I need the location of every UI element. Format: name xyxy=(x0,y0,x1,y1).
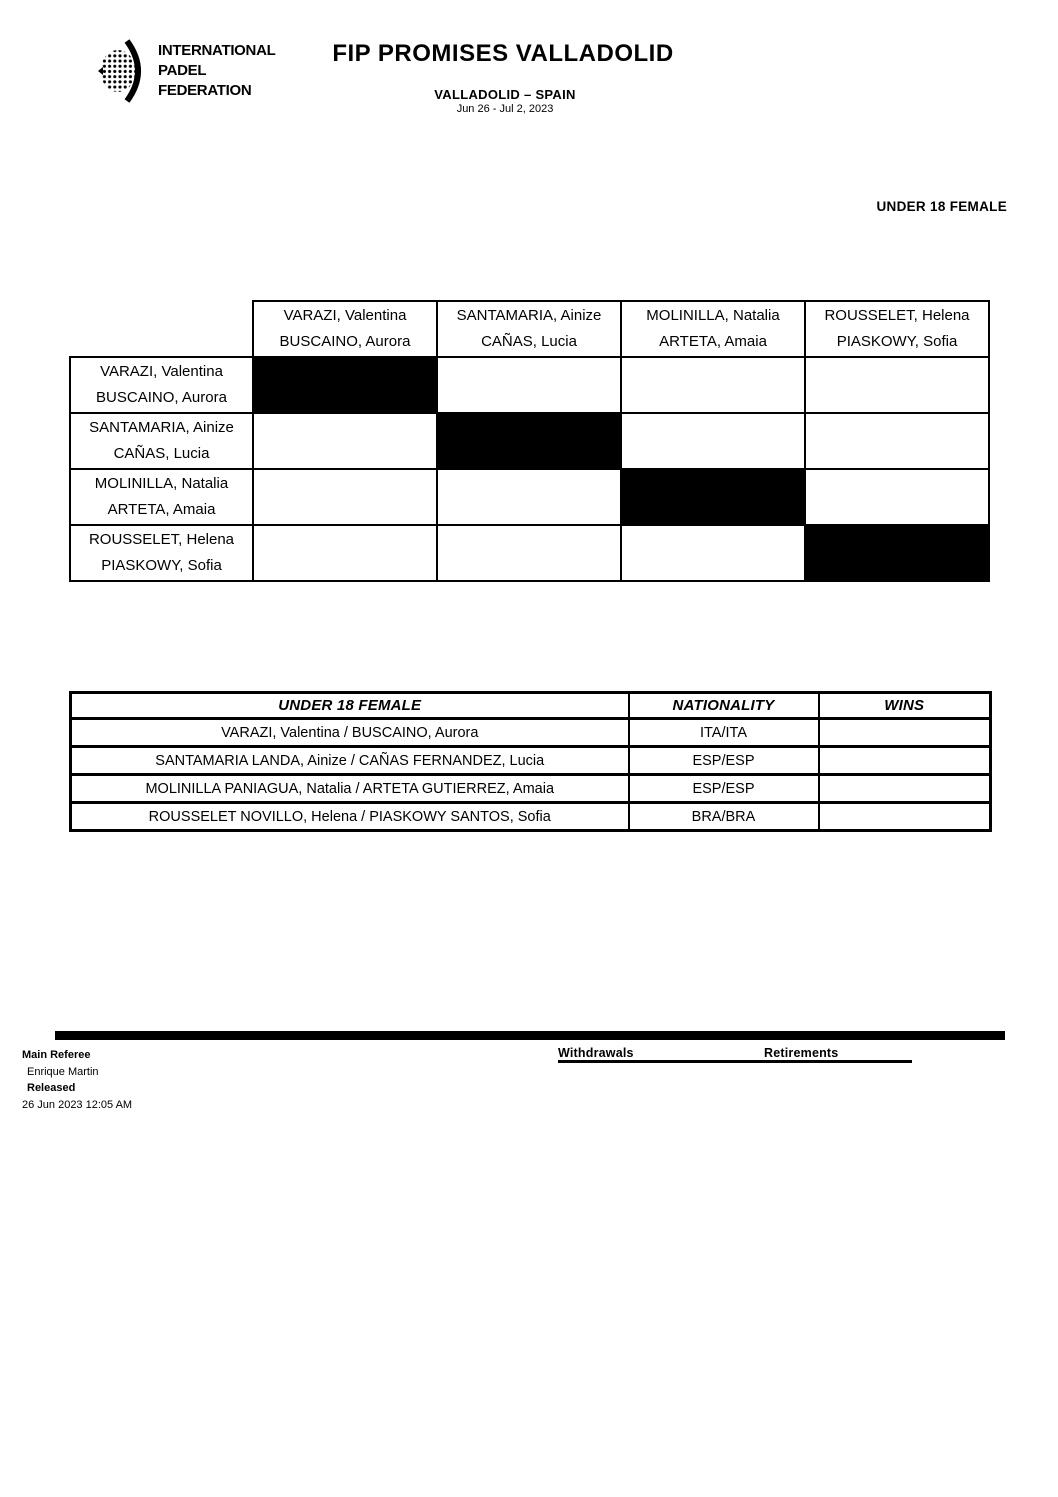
matrix-result-cell xyxy=(805,413,989,469)
matrix-col-header-molinilla xyxy=(621,301,805,357)
team-name-line: VARAZI, Valentina xyxy=(283,307,407,324)
matrix-row-molinilla xyxy=(70,469,989,525)
matrix-row-rousselet xyxy=(70,525,989,581)
tournament-location: VALLADOLID – SPAIN xyxy=(434,87,576,102)
team-name-line: MOLINILLA, Natalia xyxy=(646,307,780,324)
team-name-line: ROUSSELET, Helena xyxy=(88,531,235,548)
team-name-line: CAÑAS, Lucia xyxy=(113,445,210,462)
tournament-title: FIP PROMISES VALLADOLID xyxy=(332,40,674,67)
matrix-col-header-varazi xyxy=(253,301,437,357)
matrix-result-cell xyxy=(621,525,805,581)
matrix-result-cell xyxy=(253,525,437,581)
team-name-line: ARTETA, Amaia xyxy=(107,501,216,518)
nationality-cell: ITA/ITA xyxy=(629,719,819,747)
standings-header-wins: WINS xyxy=(819,693,991,719)
matrix-corner-cell xyxy=(70,301,253,357)
retirements-label: Retirements xyxy=(764,1046,839,1060)
team-name-line: MOLINILLA, Natalia xyxy=(94,475,229,492)
matrix-result-cell xyxy=(253,413,437,469)
standings-row xyxy=(71,803,991,831)
matrix-result-cell xyxy=(805,469,989,525)
matrix-col-header-rousselet xyxy=(805,301,989,357)
matrix-row-santamaria xyxy=(70,413,989,469)
team-name-line: PIASKOWY, Sofia xyxy=(836,333,958,350)
wins-cell xyxy=(819,719,991,747)
matrix-result-cell xyxy=(437,469,621,525)
main-referee-name: Enrique Martin xyxy=(27,1065,99,1078)
matrix-self-cell xyxy=(437,413,621,469)
nationality-cell: ESP/ESP xyxy=(629,747,819,775)
wins-cell xyxy=(819,803,991,831)
main-referee-label: Main Referee xyxy=(22,1049,91,1061)
matrix-row-header-santamaria xyxy=(70,413,253,469)
team-name-line: ROUSSELET, Helena xyxy=(824,307,970,324)
team-name-line: PIASKOWY, Sofia xyxy=(101,557,222,574)
standings-row xyxy=(71,775,991,803)
matrix-row-header-molinilla xyxy=(70,469,253,525)
round-robin-matrix xyxy=(69,300,990,582)
matrix-self-cell xyxy=(805,525,989,581)
matrix-col-header-santamaria xyxy=(437,301,621,357)
ipf-logo-wordmark xyxy=(158,41,275,101)
released-datetime: 26 Jun 2023 12:05 AM xyxy=(22,1098,133,1111)
standings-header-nationality: NATIONALITY xyxy=(629,693,819,719)
withdrawals-label: Withdrawals xyxy=(558,1046,634,1060)
matrix-result-cell xyxy=(437,357,621,413)
logo-line-2: PADEL xyxy=(158,62,207,79)
team-cell: ROUSSELET NOVILLO, Helena / PIASKOWY SANTOS, Sofia xyxy=(71,803,629,831)
standings-header-category: UNDER 18 FEMALE xyxy=(71,693,629,719)
matrix-header-row xyxy=(70,301,989,357)
team-cell: VARAZI, Valentina / BUSCAINO, Aurora xyxy=(71,719,629,747)
ipf-logo xyxy=(97,38,275,104)
team-name-line: SANTAMARIA, Ainize xyxy=(89,419,234,436)
matrix-result-cell xyxy=(805,357,989,413)
team-name-line: BUSCAINO, Aurora xyxy=(279,333,411,350)
standings-header-row xyxy=(71,693,991,719)
matrix-result-cell xyxy=(253,469,437,525)
wins-cell xyxy=(819,775,991,803)
withdrawals-retirements-line xyxy=(558,1046,912,1063)
team-name-line: SANTAMARIA, Ainize xyxy=(456,307,602,324)
ipf-dotted-ball-icon xyxy=(97,38,151,104)
matrix-row-varazi xyxy=(70,357,989,413)
team-cell: MOLINILLA PANIAGUA, Natalia / ARTETA GUTIERREZ, Amaia xyxy=(71,775,629,803)
team-name-line: BUSCAINO, Aurora xyxy=(96,389,227,406)
team-name-line: ARTETA, Amaia xyxy=(659,333,767,350)
matrix-result-cell xyxy=(437,525,621,581)
matrix-self-cell xyxy=(621,469,805,525)
category-label: UNDER 18 FEMALE xyxy=(876,199,1007,214)
matrix-result-cell xyxy=(621,357,805,413)
nationality-cell: BRA/BRA xyxy=(629,803,819,831)
team-cell: SANTAMARIA LANDA, Ainize / CAÑAS FERNANDEZ, Lucia xyxy=(71,747,629,775)
nationality-cell: ESP/ESP xyxy=(629,775,819,803)
footer-referee-block xyxy=(22,1047,132,1113)
matrix-self-cell xyxy=(253,357,437,413)
standings-row xyxy=(71,719,991,747)
team-name-line: CAÑAS, Lucia xyxy=(481,333,577,350)
tournament-dates: Jun 26 - Jul 2, 2023 xyxy=(456,103,554,115)
released-label: Released xyxy=(27,1082,76,1094)
wins-cell xyxy=(819,747,991,775)
team-name-line: VARAZI, Valentina xyxy=(100,363,223,380)
standings-row xyxy=(71,747,991,775)
matrix-result-cell xyxy=(621,413,805,469)
logo-line-1: INTERNATIONAL xyxy=(158,42,276,59)
matrix-row-header-rousselet xyxy=(70,525,253,581)
matrix-row-header-varazi xyxy=(70,357,253,413)
standings-table xyxy=(69,691,992,832)
logo-line-3: FEDERATION xyxy=(158,82,252,99)
footer-divider-bar xyxy=(55,1031,1005,1040)
